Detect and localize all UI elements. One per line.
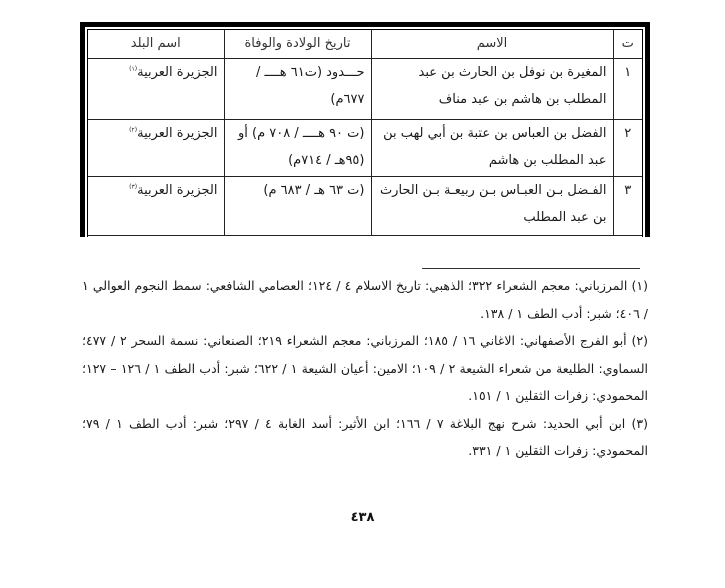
header-name: الاسم — [371, 30, 613, 59]
country-label: الجزيرة العربية — [137, 126, 218, 141]
footnote-text: المرزباني: معجم الشعراء ٣٢٢؛ الذهبي: تاريخ الاسلام ٤ / ١٢٤؛ العصامي الشافعي: سمط النجوم العوالي ١ / ٤٠٦؛ شبر: أدب الطف ١ / ١٣٨. — [82, 278, 648, 321]
header-number: ت — [613, 30, 642, 59]
country-label: الجزيرة العربية — [137, 65, 218, 80]
footnote-marker: (٣) — [631, 415, 649, 431]
footnote-2 — [82, 327, 648, 410]
header-dates: تاريخ الولادة والوفاة — [224, 30, 371, 59]
footnotes — [82, 268, 648, 465]
footnote-text: ابن أبي الحديد: شرح نهج البلاغة ٧ / ١٦٦؛ ابن الأثير: أسد الغابة ٤ / ٢٩٧؛ شبر: أدب الطف ١ / ٧٩؛ المحمودي: زفرات الثقلين ١ / ٣٣١. — [82, 415, 648, 458]
row-country — [88, 177, 224, 236]
table-row — [88, 120, 642, 177]
row-name: الفضل بن العباس بن عتبة بن أبي لهب بن عبد المطلب بن هاشم — [371, 120, 613, 177]
row-number: ٢ — [613, 120, 642, 177]
biography-table — [88, 30, 642, 236]
country-label: الجزيرة العربية — [137, 183, 218, 198]
page-number: ٤٣٨ — [350, 510, 375, 525]
row-name: الفـضل بـن العبـاس بـن ربيعـة بـن الحارث بن عبد المطلب — [371, 177, 613, 236]
footnote-1 — [82, 272, 648, 327]
header-country: اسم البلد — [88, 30, 224, 59]
row-country — [88, 120, 224, 177]
footnote-ref[interactable]: (١) — [129, 65, 138, 73]
row-country — [88, 59, 224, 120]
footnote-marker: (١) — [631, 278, 648, 293]
footnote-text: أبو الفرج الأصفهاني: الاغاني ١٦ / ١٨٥؛ المرزباني: معجم الشعراء ٢١٩؛ الصنعاني: نسمة السحر ٢ / ٤٧٧؛ السماوي: الطليعة من شعراء الشيعة ٢ / ١٠٩؛ الامين: أعيان الشيعة ١ / ٦٢٢؛ شبر: أدب الطف ١ / ١٢٦ – ١٢٧؛ المحمودي: زفرات الثقلين ١ / ١٥١. — [82, 333, 648, 403]
biography-table-frame — [80, 22, 650, 237]
footnote-ref[interactable]: (٢) — [129, 126, 138, 134]
row-dates: حـــدود (ت٦١ هــــ / ٦٧٧م) — [224, 59, 371, 120]
row-number: ١ — [613, 59, 642, 120]
row-number: ٣ — [613, 177, 642, 236]
footnote-marker: (٢) — [631, 333, 648, 348]
footnote-3 — [82, 410, 648, 465]
row-dates: (ت ٩٠ هــــ / ٧٠٨ م) أو (٩٥هـ / ٧١٤م) — [224, 120, 371, 177]
table-inner-border — [87, 29, 643, 237]
row-dates: (ت ٦٣ هـ / ٦٨٣ م) — [224, 177, 371, 236]
table-header-row — [88, 30, 642, 59]
table-row — [88, 59, 642, 120]
footnote-ref[interactable]: (٣) — [129, 183, 138, 191]
row-name: المغيرة بن نوفل بن الحارث بن عبد المطلب بن هاشم بن عبد مناف — [371, 59, 613, 120]
table-row — [88, 177, 642, 236]
